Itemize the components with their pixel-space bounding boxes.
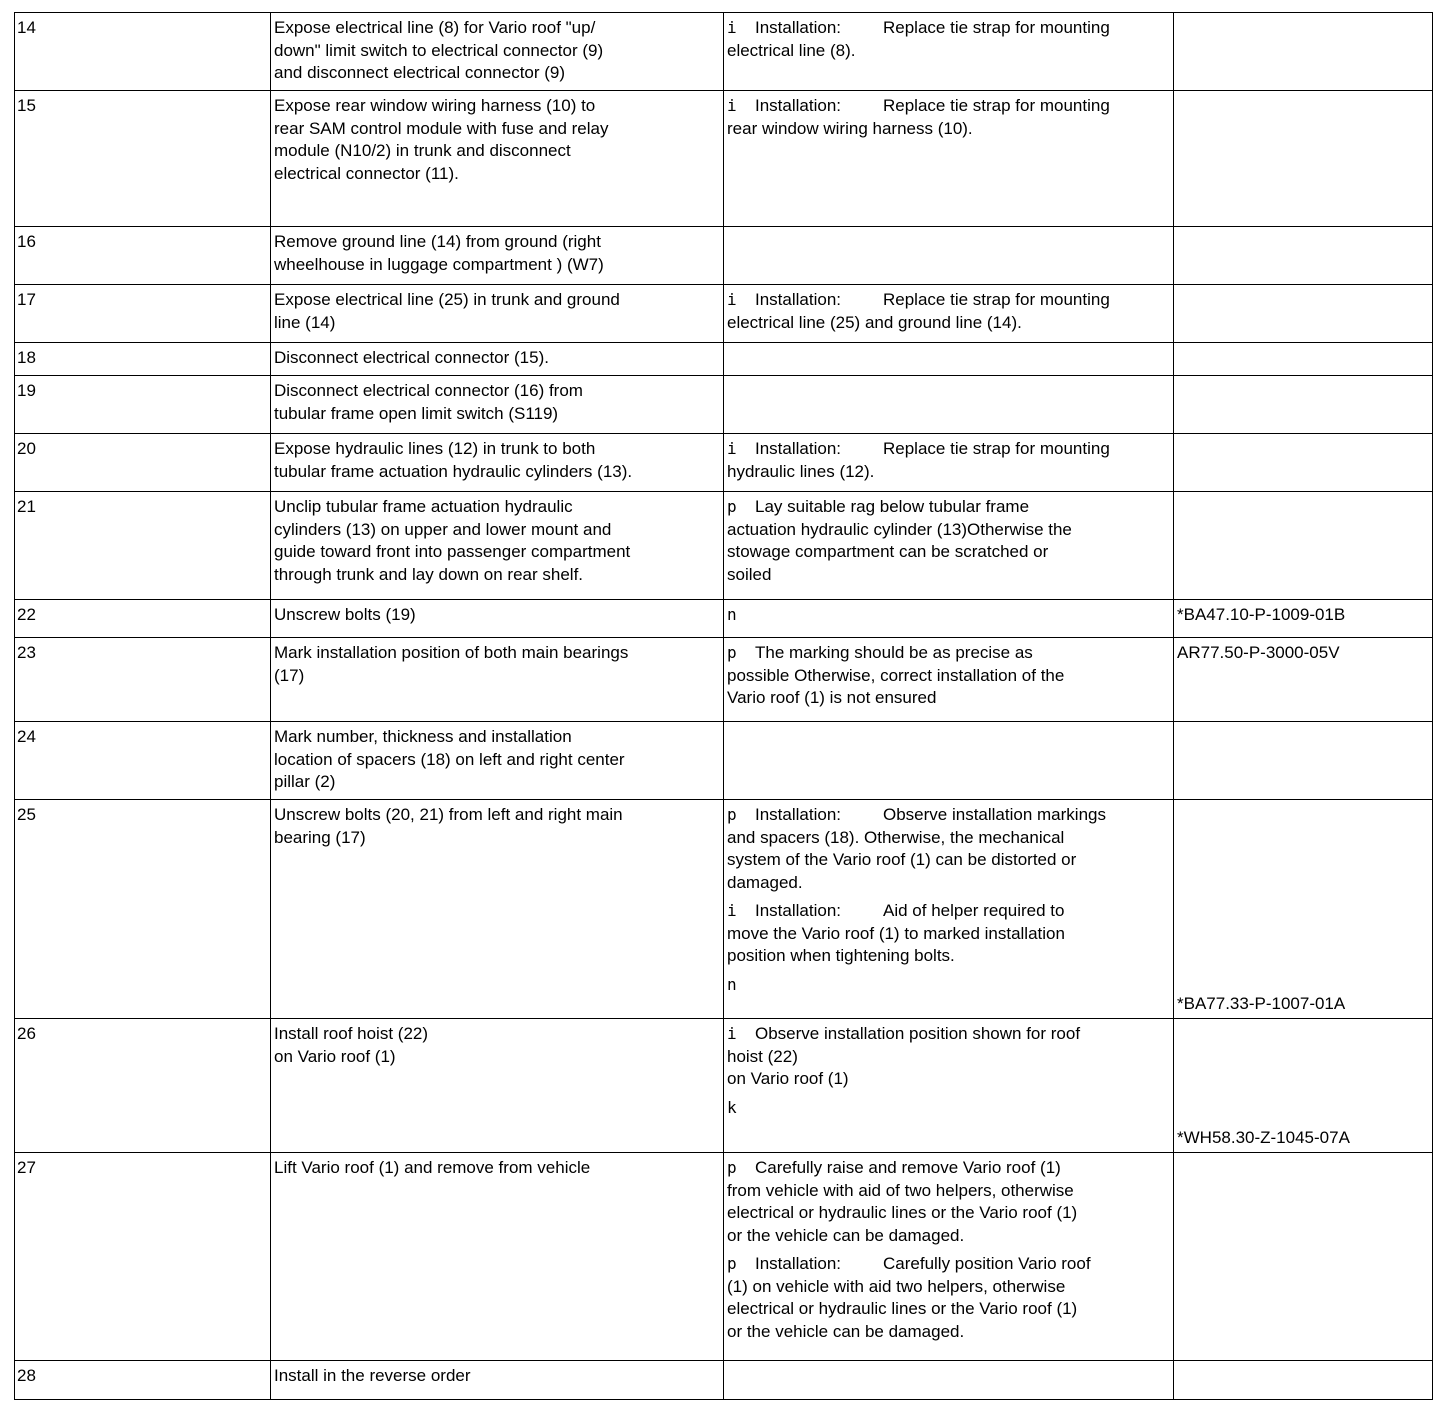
step-number-cell	[15, 227, 271, 285]
reference-code-link[interactable]: *BA47.10-P-1009-01B	[1177, 605, 1346, 624]
note-text: Carefully position Vario roof (1) on vehicle with aid two helpers, otherwise electrical or hydraulic lines or the Vario roof (1) or the vehicle can be damaged.	[727, 1254, 1091, 1341]
note-symbol-icon: p	[727, 643, 737, 662]
step-action: Expose electrical line (8) for Vario roof "up/ down" limit switch to electrical connector (9) and disconnect electrical connector (9)	[274, 18, 604, 82]
step-notes-cell	[724, 343, 1174, 376]
note-text: Lay suitable rag below tubular frame actuation hydraulic cylinder (13)Otherwise the stowage compartment can be scratched or soiled	[727, 497, 1072, 584]
note-symbol-icon: n	[727, 605, 737, 624]
note-symbol-icon: i	[727, 439, 737, 458]
step-notes-cell	[724, 1153, 1174, 1361]
step-row	[15, 13, 1433, 91]
step-reference-cell	[1174, 1361, 1433, 1400]
step-notes-cell	[724, 434, 1174, 492]
step-note	[727, 289, 1170, 334]
step-note	[727, 496, 1170, 586]
step-notes-cell	[724, 285, 1174, 343]
note-heading: Installation:	[755, 805, 841, 824]
step-notes-cell	[724, 800, 1174, 1019]
note-text: Carefully raise and remove Vario roof (1) from vehicle with aid of two helpers, otherwise electrical or hydraulic lines or the Vario roof (1) or the vehicle can be damaged.	[727, 1158, 1078, 1245]
step-action: Unscrew bolts (19)	[274, 605, 416, 624]
step-note	[727, 95, 1170, 140]
step-number: 27	[17, 1158, 36, 1177]
note-text: Observe installation markings and spacers (18). Otherwise, the mechanical system of the Vario roof (1) can be distorted or damaged.	[727, 805, 1106, 892]
step-notes-cell	[724, 600, 1174, 638]
step-note	[727, 1157, 1170, 1247]
step-row	[15, 1361, 1433, 1400]
note-text: Aid of helper required to move the Vario roof (1) to marked installation position when tightening bolts.	[727, 901, 1065, 965]
step-action-cell	[271, 1361, 724, 1400]
step-note	[727, 804, 1170, 894]
step-action: Disconnect electrical connector (15).	[274, 348, 549, 367]
step-row	[15, 722, 1433, 800]
step-number-cell	[15, 91, 271, 227]
procedure-table-body	[15, 13, 1433, 1400]
step-note	[727, 1023, 1170, 1091]
step-number-cell	[15, 343, 271, 376]
step-number-cell	[15, 285, 271, 343]
step-number: 14	[17, 18, 36, 37]
note-heading: Installation:	[755, 439, 841, 458]
step-reference-cell	[1174, 13, 1433, 91]
step-note	[727, 17, 1170, 62]
step-action-cell	[271, 800, 724, 1019]
step-reference-cell	[1174, 722, 1433, 800]
note-symbol-icon: p	[727, 497, 737, 516]
step-row	[15, 91, 1433, 227]
step-reference-cell	[1174, 492, 1433, 600]
step-number-cell	[15, 1153, 271, 1361]
step-action: Unscrew bolts (20, 21) from left and right main bearing (17)	[274, 805, 623, 847]
step-action-cell	[271, 13, 724, 91]
reference-code-link[interactable]: *WH58.30-Z-1045-07A	[1177, 1127, 1350, 1147]
step-note	[727, 1097, 1170, 1120]
step-action: Install in the reverse order	[274, 1366, 471, 1385]
step-number-cell	[15, 638, 271, 722]
step-reference-cell	[1174, 285, 1433, 343]
note-text: The marking should be as precise as possible Otherwise, correct installation of the Vario roof (1) is not ensured	[727, 643, 1065, 707]
step-row	[15, 638, 1433, 722]
note-heading: Installation:	[755, 290, 841, 309]
step-notes-cell	[724, 638, 1174, 722]
step-number: 25	[17, 805, 36, 824]
step-number-cell	[15, 722, 271, 800]
step-number: 18	[17, 348, 36, 367]
step-row	[15, 800, 1433, 1019]
step-notes-cell	[724, 722, 1174, 800]
step-number: 16	[17, 232, 36, 251]
step-number-cell	[15, 376, 271, 434]
step-number: 28	[17, 1366, 36, 1385]
note-text: Replace tie strap for mounting rear window wiring harness (10).	[727, 96, 1110, 138]
step-action-cell	[271, 722, 724, 800]
step-reference-cell	[1174, 1153, 1433, 1361]
note-symbol-icon: i	[727, 1024, 737, 1043]
step-action: Unclip tubular frame actuation hydraulic cylinders (13) on upper and lower mount and guide toward front into passenger compartment through trunk and lay down on rear shelf.	[274, 497, 631, 584]
step-action-cell	[271, 343, 724, 376]
step-number: 19	[17, 381, 36, 400]
step-action-cell	[271, 1153, 724, 1361]
step-number: 21	[17, 497, 36, 516]
step-notes-cell	[724, 1019, 1174, 1153]
note-text: Replace tie strap for mounting hydraulic lines (12).	[727, 439, 1110, 481]
step-number: 22	[17, 605, 36, 624]
step-reference-cell	[1174, 343, 1433, 376]
step-reference-cell	[1174, 638, 1433, 722]
step-notes-cell	[724, 13, 1174, 91]
step-note	[727, 974, 1170, 997]
step-note	[727, 642, 1170, 710]
step-note	[727, 438, 1170, 483]
step-reference-cell	[1174, 434, 1433, 492]
note-symbol-icon: i	[727, 290, 737, 309]
step-action: Install roof hoist (22) on Vario roof (1)	[274, 1024, 429, 1066]
step-action: Disconnect electrical connector (16) from tubular frame open limit switch (S119)	[274, 381, 583, 423]
step-number: 24	[17, 727, 36, 746]
step-row	[15, 1019, 1433, 1153]
step-note	[727, 604, 1170, 627]
note-text: Observe installation position shown for roof hoist (22) on Vario roof (1)	[727, 1024, 1081, 1088]
note-heading: Installation:	[755, 18, 841, 37]
step-number: 26	[17, 1024, 36, 1043]
step-row	[15, 434, 1433, 492]
note-heading: Installation:	[755, 901, 841, 920]
step-reference-cell	[1174, 600, 1433, 638]
step-action-cell	[271, 600, 724, 638]
note-symbol-icon: p	[727, 1158, 737, 1177]
step-reference-cell	[1174, 91, 1433, 227]
note-symbol-icon: i	[727, 96, 737, 115]
step-action-cell	[271, 376, 724, 434]
step-action: Expose electrical line (25) in trunk and ground line (14)	[274, 290, 620, 332]
step-action: Mark number, thickness and installation location of spacers (18) on left and right center pillar (2)	[274, 727, 625, 791]
step-number: 20	[17, 439, 36, 458]
step-action-cell	[271, 1019, 724, 1153]
step-number: 17	[17, 290, 36, 309]
note-heading: Installation:	[755, 96, 841, 115]
note-symbol-icon: n	[727, 974, 737, 994]
step-row	[15, 376, 1433, 434]
step-number: 23	[17, 643, 36, 662]
step-action-cell	[271, 227, 724, 285]
step-number-cell	[15, 492, 271, 600]
step-number-cell	[15, 600, 271, 638]
step-notes-cell	[724, 91, 1174, 227]
step-action-cell	[271, 285, 724, 343]
step-action: Mark installation position of both main bearings (17)	[274, 643, 629, 685]
procedure-table	[14, 12, 1433, 1400]
step-number-cell	[15, 1361, 271, 1400]
step-row	[15, 285, 1433, 343]
step-row	[15, 343, 1433, 376]
step-note	[727, 900, 1170, 968]
step-action: Remove ground line (14) from ground (right wheelhouse in luggage compartment ) (W7)	[274, 232, 604, 274]
note-symbol-icon: p	[727, 1254, 737, 1273]
step-row	[15, 600, 1433, 638]
step-number: 15	[17, 96, 36, 115]
step-row	[15, 1153, 1433, 1361]
note-symbol-icon: i	[727, 901, 737, 920]
note-text: Replace tie strap for mounting electrical line (8).	[727, 18, 1110, 60]
note-symbol-icon: k	[727, 1097, 737, 1117]
step-number-cell	[15, 800, 271, 1019]
step-reference-cell	[1174, 227, 1433, 285]
step-notes-cell	[724, 227, 1174, 285]
step-action-cell	[271, 91, 724, 227]
note-symbol-icon: i	[727, 18, 737, 37]
step-action: Lift Vario roof (1) and remove from vehicle	[274, 1158, 591, 1177]
step-action-cell	[271, 638, 724, 722]
step-reference-cell	[1174, 376, 1433, 434]
step-note	[727, 1253, 1170, 1343]
step-number-cell	[15, 434, 271, 492]
note-text: Replace tie strap for mounting electrical line (25) and ground line (14).	[727, 290, 1110, 332]
step-action-cell	[271, 492, 724, 600]
step-notes-cell	[724, 376, 1174, 434]
step-row	[15, 492, 1433, 600]
step-number-cell	[15, 1019, 271, 1153]
reference-code-link[interactable]: *BA77.33-P-1007-01A	[1177, 993, 1346, 1013]
step-reference-cell	[1174, 800, 1433, 1019]
step-number-cell	[15, 13, 271, 91]
reference-code-link[interactable]: AR77.50-P-3000-05V	[1177, 643, 1340, 662]
step-action: Expose rear window wiring harness (10) to rear SAM control module with fuse and relay module (N10/2) in trunk and disconnect electrical connector (11).	[274, 96, 609, 183]
step-notes-cell	[724, 1361, 1174, 1400]
step-action-cell	[271, 434, 724, 492]
note-heading: Installation:	[755, 1254, 841, 1273]
step-notes-cell	[724, 492, 1174, 600]
step-row	[15, 227, 1433, 285]
step-action: Expose hydraulic lines (12) in trunk to both tubular frame actuation hydraulic cylinders (13).	[274, 439, 633, 481]
procedure-sheet	[14, 12, 1432, 1403]
step-reference-cell	[1174, 1019, 1433, 1153]
note-symbol-icon: p	[727, 805, 737, 824]
